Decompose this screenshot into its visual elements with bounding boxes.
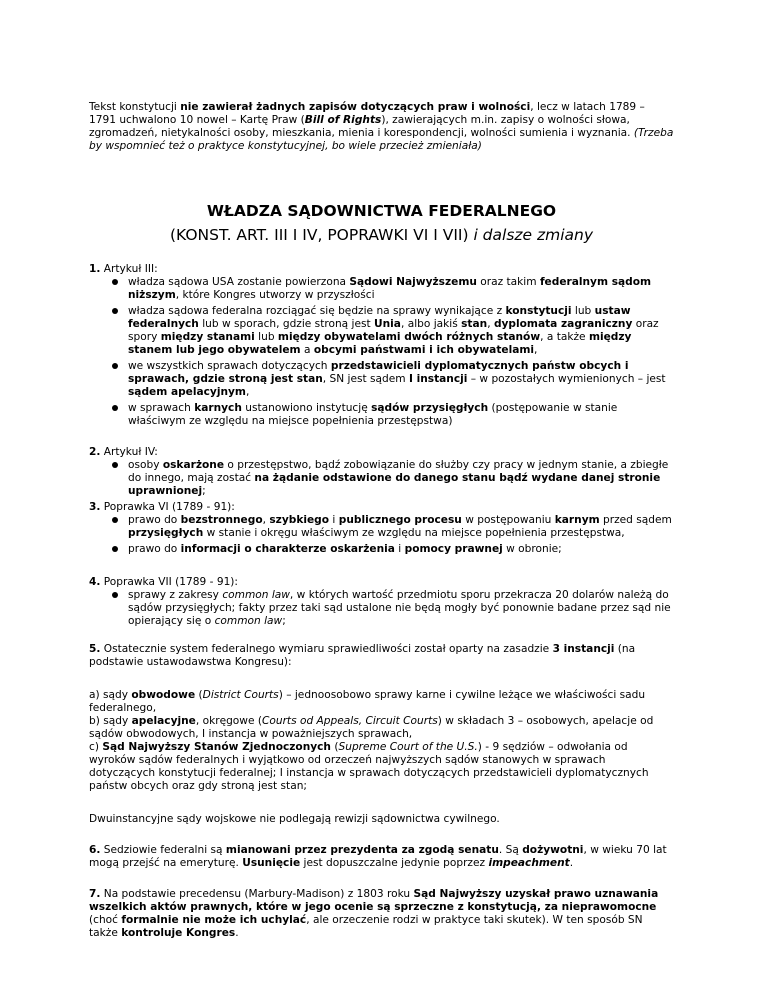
- court-level-c: c) Sąd Najwyższy Stanów Zjednoczonych (Supreme Court of the U.S.) - 9 sędziów – odwołania od wyroków sądów federalnych i wyjątkowo od orzeczeń najwyższych sądów stanowych w sprawach dotyczących konstytucji federalnej; I instancja w sprawach dotyczących przedstawicieli dyplomatycznych państw obcych oraz gdy stroną jest stan;: [89, 741, 649, 792]
- section-2-list: [89, 459, 674, 498]
- section-3-heading: [89, 501, 674, 514]
- section-4-list: [89, 589, 674, 628]
- section-1-heading: [89, 263, 674, 276]
- section-number: 3.: [89, 501, 101, 513]
- bullet-icon: [112, 517, 118, 523]
- court-level-b: b) sądy apelacyjne, okręgowe (Courts od Appeals, Circuit Courts) w składach 3 – osobowych, apelacje od sądów obwodowych, I instancja w poważniejszych sprawach,: [89, 715, 654, 740]
- section-5-intro: 5. Ostatecznie system federalnego wymiaru sprawiedliwości został oparty na zasadzie 3 instancji (na podstawie ustawodawstwa Kongresu):: [89, 643, 636, 668]
- section-1: [89, 263, 674, 428]
- bullet-icon: [112, 405, 118, 411]
- list-item: prawo do informacji o charakterze oskarżenia i pomocy prawnej w obronie;: [108, 543, 674, 556]
- section-number: 1.: [89, 263, 101, 275]
- list-item: w sprawach karnych ustanowiono instytucję sądów przysięgłych (postępowanie w stanie właściwym ze względu na miejsce popełnienia przestępstwa): [108, 402, 674, 428]
- list-item: władza sądowa federalna rozciągać się będzie na sprawy wynikające z konstytucji lub ustaw federalnych lub w sporach, gdzie stroną jest Unia, albo jakiś stan, dyplomata zagraniczny oraz spory między stanami lub między obywatelami dwóch różnych stanów, a także między stanem lub jego obywatelem a obcymi państwami i ich obywatelami,: [108, 305, 674, 357]
- bullet-icon: [112, 308, 118, 314]
- section-4: [89, 576, 674, 628]
- intro-emphasis: nie zawierał żadnych zapisów dotyczących praw i wolności: [180, 101, 531, 113]
- section-number: 7.: [89, 888, 101, 900]
- document-page: [89, 101, 674, 940]
- list-item: władza sądowa USA zostanie powierzona Sądowi Najwyższemu oraz takim federalnym sądom niższym, które Kongres utworzy w przyszłości: [108, 276, 674, 302]
- intro-text: ), zawierających m.in. zapisy o wolności słowa, zgromadzeń, nietykalności osoby, mieszkania, mienia i korespondencji, wolności sumienia i wyznania.: [89, 114, 634, 139]
- section-6: 6. Sedziowie federalni są mianowani przez prezydenta za zgodą senatu. Są dożywotni, w wieku 70 lat mogą przejść na emeryturę. Usunięcie jest dopuszczalne jedynie poprzez impeachment.: [89, 844, 667, 869]
- bullet-icon: [112, 279, 118, 285]
- section-7: 7. Na podstawie precedensu (Marbury-Madison) z 1803 roku Sąd Najwyższy uzyskał prawo uznawania wszelkich aktów prawnych, które w jego ocenie są sprzeczne z konstytucją, za nieprawomocne (choć formalnie nie może ich uchylać, ale orzeczenie rodzi w praktyce taki skutek). W ten sposób SN także kontroluje Kongres.: [89, 888, 659, 939]
- list-item: sprawy z zakresy common law, w których wartość przedmiotu sporu przekracza 20 dolarów należą do sądów przysięgłych; fakty przez taki sąd ustalone nie będą mogły być ponownie badane przez sąd nie opierający się o common law;: [108, 589, 674, 628]
- list-item: we wszystkich sprawach dotyczących przedstawicieli dyplomatycznych państw obcych i sprawach, gdzie stroną jest stan, SN jest sądem I instancji – w pozostałych wymienionych – jest sądem apelacyjnym,: [108, 360, 674, 399]
- section-heading-text: Poprawka VII (1789 - 91):: [100, 576, 239, 588]
- intro-note: (Trzeba by wspomnieć też o praktyce konstytucyjnej, bo wiele przecież zmieniała): [89, 127, 674, 152]
- section-5: [89, 643, 674, 826]
- section-4-heading: [89, 576, 674, 589]
- list-item: prawo do bezstronnego, szybkiego i publicznego procesu w postępowaniu karnym przed sądem przysięgłych w stanie i okręgu właściwym ze względu na miejsce popełnienia przestępstwa,: [108, 514, 674, 540]
- section-number: 4.: [89, 576, 101, 588]
- bill-of-rights-term: Bill of Rights: [304, 114, 382, 126]
- bullet-icon: [112, 546, 118, 552]
- page-title: WŁADZA SĄDOWNICTWA FEDERALNEGO: [206, 202, 557, 220]
- section-heading-text: Artykuł IV:: [100, 446, 158, 458]
- list-item: osoby oskarżone o przestępstwo, bądź zobowiązanie do służby czy pracy w jednym stanie, a zbiegłe do innego, mają zostać na żądanie odstawione do danego stanu bądź wydane danej stronie uprawnionej;: [108, 459, 674, 498]
- subtitle-text: (KONST. ART. III I IV, POPRAWKI VI I VII): [169, 226, 474, 244]
- intro-text: Tekst konstytucji: [89, 101, 181, 113]
- section-1-list: [89, 276, 674, 428]
- section-3: [89, 501, 674, 556]
- section-number: 5.: [89, 643, 101, 655]
- section-2: [89, 446, 674, 498]
- section-3-list: [89, 514, 674, 556]
- bullet-icon: [112, 462, 118, 468]
- court-level-a: a) sądy obwodowe (District Courts) – jednoosobowo sprawy karne i cywilne leżące we właściwości sadu federalnego,: [89, 689, 646, 714]
- intro-paragraph: [89, 101, 674, 153]
- section-number: 6.: [89, 844, 101, 856]
- bullet-icon: [112, 592, 118, 598]
- bullet-icon: [112, 363, 118, 369]
- intro-text: , lecz w latach 1789 – 1791 uchwalono 10 nowel – Kartę Praw (: [89, 101, 645, 126]
- subtitle-italic: i dalsze zmiany: [473, 226, 594, 244]
- military-courts-note: Dwuinstancyjne sądy wojskowe nie podlegają rewizji sądownictwa cywilnego.: [89, 813, 500, 825]
- section-heading-text: Artykuł III:: [100, 263, 158, 275]
- section-heading-text: Poprawka VI (1789 - 91):: [100, 501, 235, 513]
- section-number: 2.: [89, 446, 101, 458]
- section-2-heading: [89, 446, 674, 459]
- page-subtitle: [89, 225, 674, 245]
